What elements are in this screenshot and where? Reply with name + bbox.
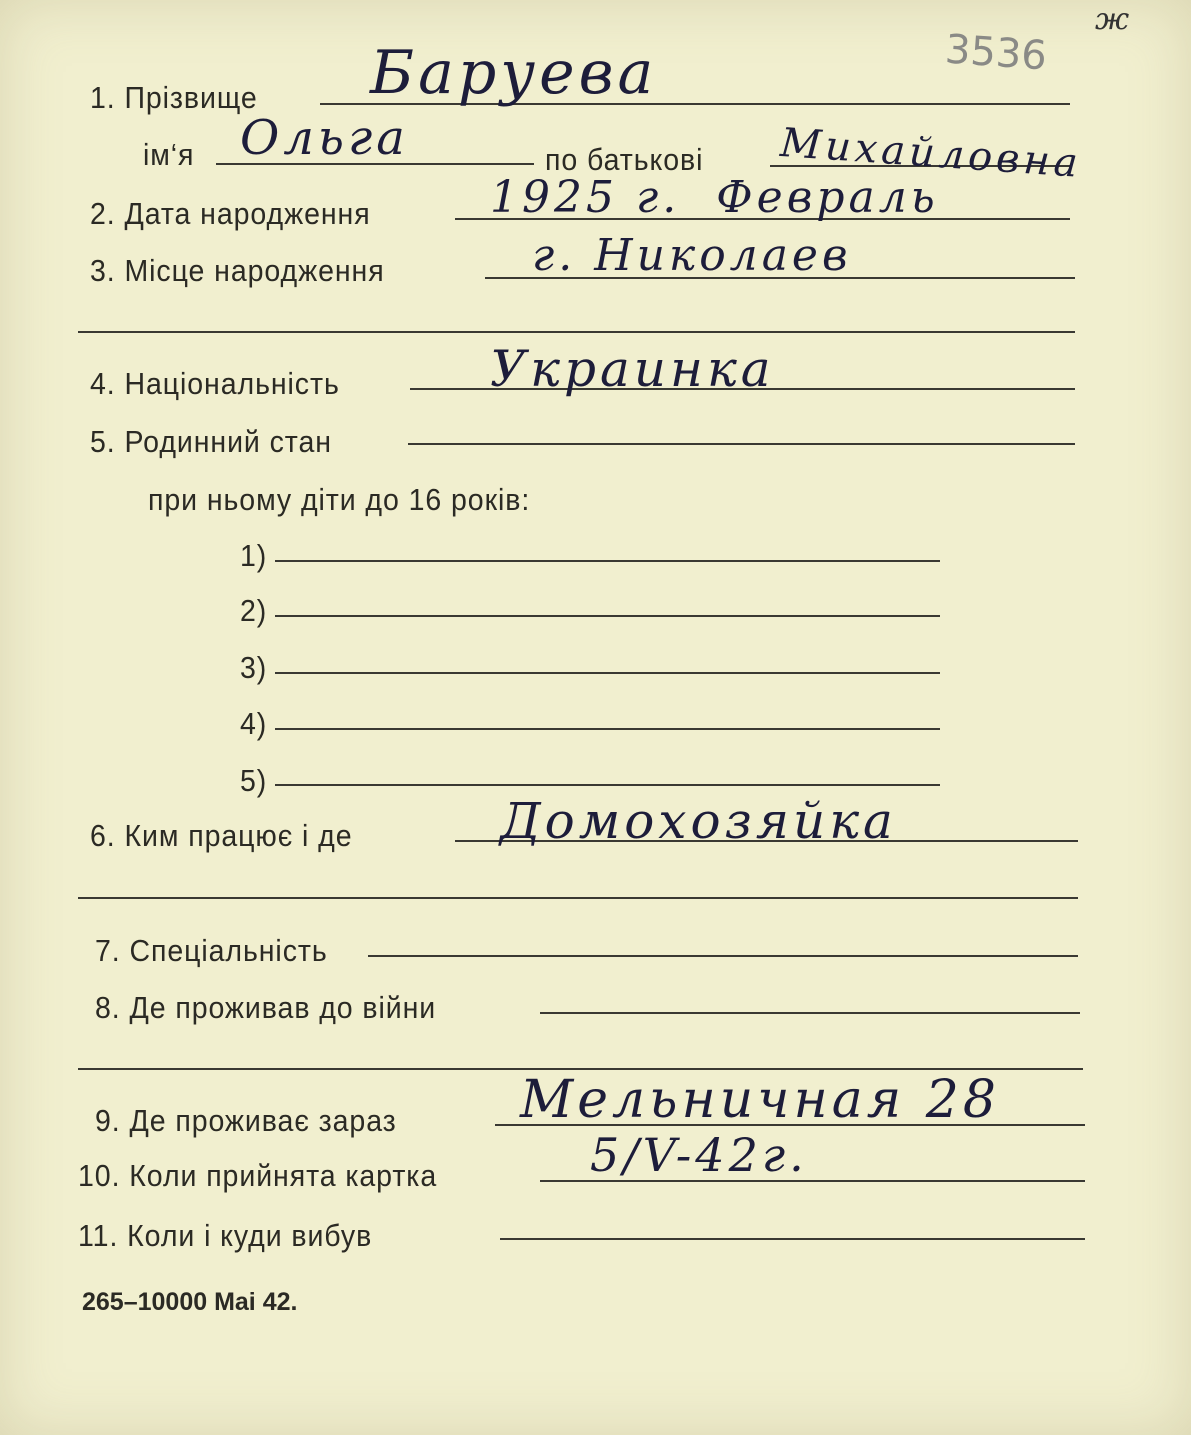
birth-place-extra-line	[78, 331, 1075, 333]
child-5-label: 5)	[240, 763, 268, 798]
surname-label: 1. Прізвище	[90, 80, 258, 115]
nationality-label: 4. Національність	[90, 366, 340, 401]
child-3-line	[275, 672, 940, 674]
current-residence-label: 9. Де проживає зараз	[95, 1103, 397, 1138]
departed-line	[500, 1238, 1085, 1240]
child-2-label: 2)	[240, 593, 268, 628]
birth-place-value: г. Николаев	[532, 230, 852, 281]
child-2-line	[275, 615, 940, 617]
patronymic-label: по батькові	[545, 142, 704, 177]
patronymic-value: Михайловна	[778, 120, 1084, 187]
specialty-label: 7. Спеціальність	[95, 933, 328, 968]
surname-value: Баруева	[370, 38, 658, 108]
child-4-line	[275, 728, 940, 730]
occupation-value: Домохозяйка	[500, 792, 897, 850]
occupation-label: 6. Ким працює і де	[90, 818, 353, 853]
prewar-residence-label: 8. Де проживав до війни	[95, 990, 437, 1025]
first-name-label: ім‘я	[143, 137, 195, 172]
archive-suffix: ж	[1095, 2, 1134, 37]
first-name-value: Ольга	[240, 110, 409, 166]
card-accepted-label: 10. Коли прийнята картка	[78, 1158, 438, 1193]
print-code: 265–10000 Mai 42.	[82, 1288, 298, 1316]
specialty-line	[368, 955, 1078, 957]
birth-date-label: 2. Дата народження	[90, 196, 371, 231]
marital-status-line	[408, 443, 1075, 445]
birth-date-value: 1925 г. Февраль	[490, 172, 939, 223]
archive-number: 3536	[943, 26, 1049, 80]
departed-label: 11. Коли і куди вибув	[78, 1218, 373, 1253]
child-1-line	[275, 560, 940, 562]
child-1-label: 1)	[240, 538, 268, 573]
current-residence-value: Мельничная 28	[520, 1070, 1000, 1130]
child-5-line	[275, 784, 940, 786]
occupation-extra-line	[78, 897, 1078, 899]
card-accepted-value: 5/V-42г.	[590, 1128, 808, 1182]
marital-status-label: 5. Родинний стан	[90, 424, 332, 459]
birth-place-label: 3. Місце народження	[90, 253, 385, 288]
child-3-label: 3)	[240, 650, 268, 685]
nationality-value: Украинка	[490, 340, 775, 398]
children-heading: при ньому діти до 16 років:	[148, 482, 531, 517]
child-4-label: 4)	[240, 706, 268, 741]
prewar-residence-line	[540, 1012, 1080, 1014]
